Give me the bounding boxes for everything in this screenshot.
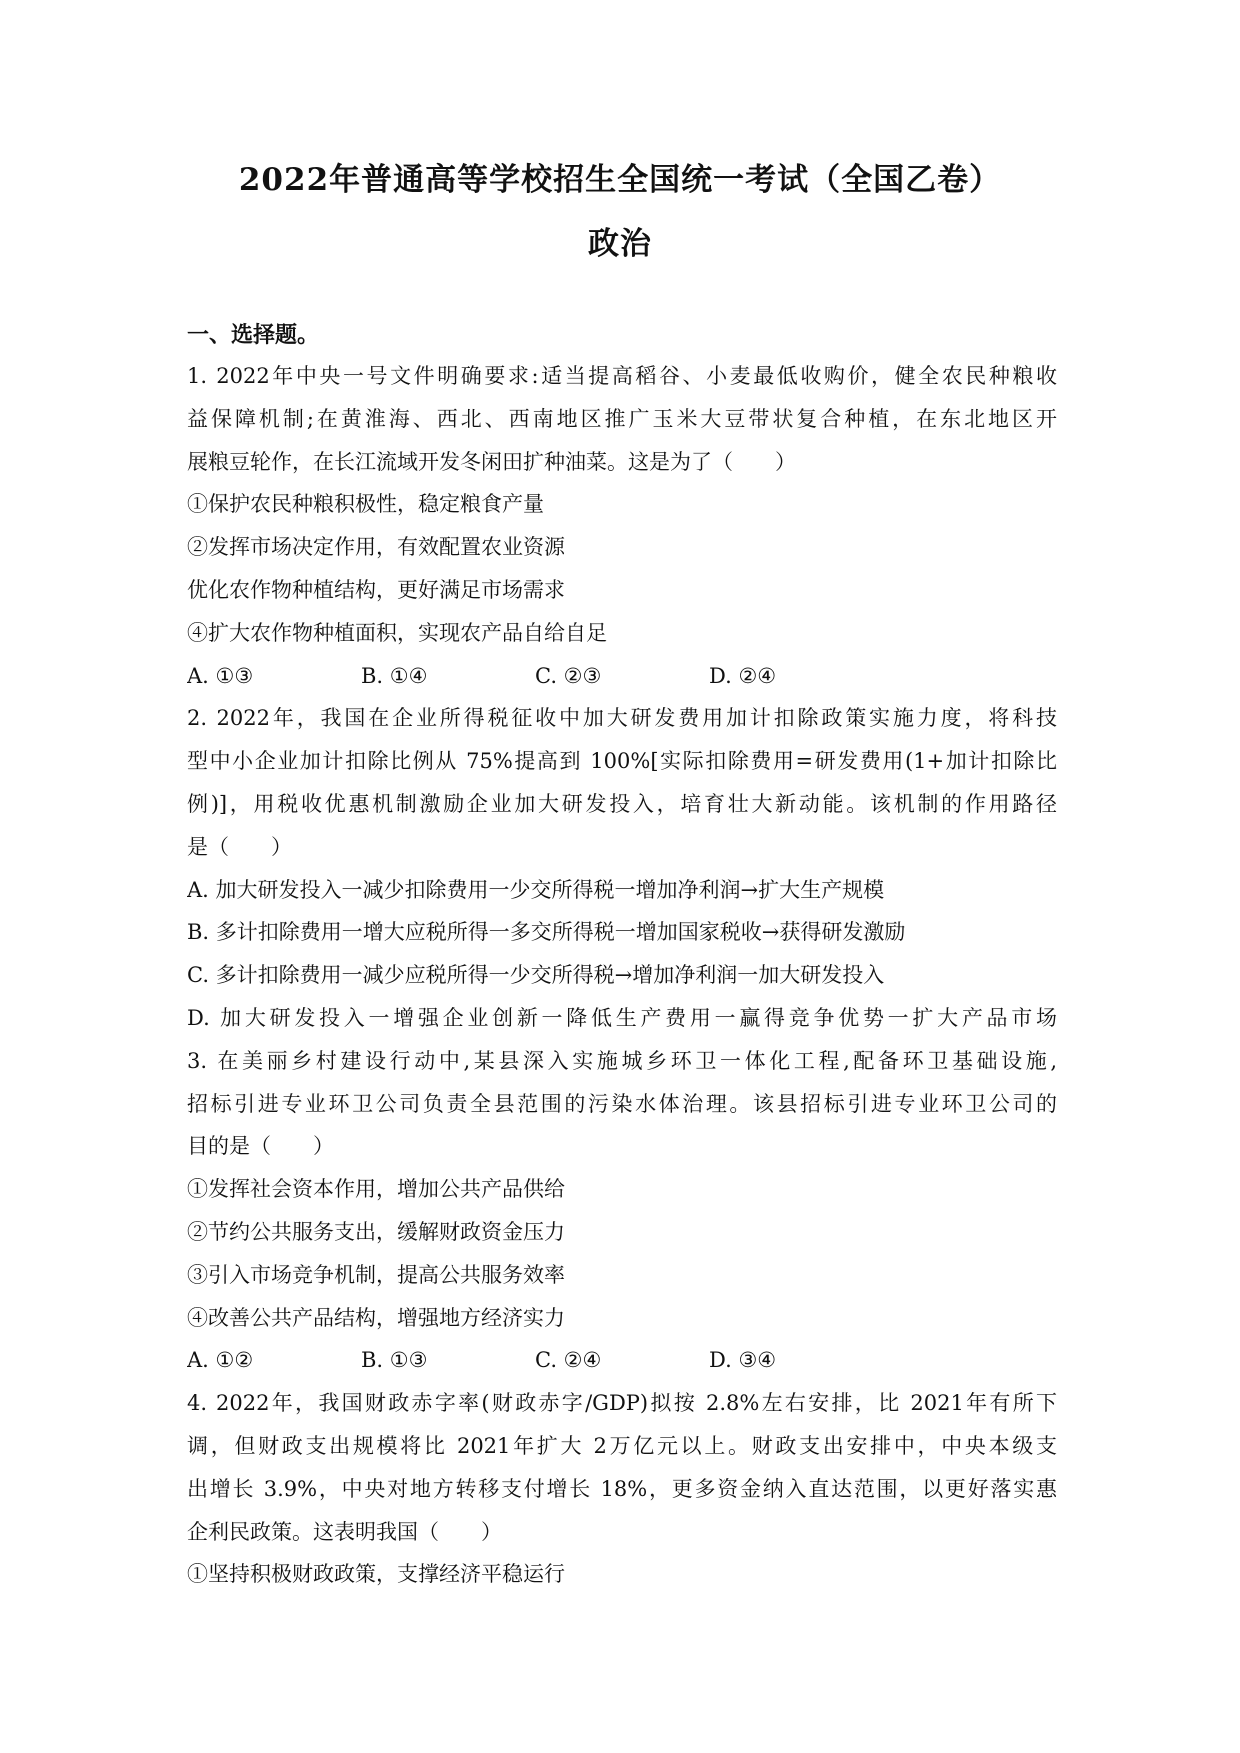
text-line: 招标引进专业环卫公司负责全县范围的污染水体治理。该县招标引进专业环卫公司的 bbox=[187, 1091, 1057, 1116]
answer-option: A. ①② bbox=[187, 1348, 254, 1373]
text-line: ②节约公共服务支出，缓解财政资金压力 bbox=[187, 1219, 565, 1244]
subject-title: 政治 bbox=[588, 226, 652, 262]
text-line: 2. 2022年，我国在企业所得税征收中加大研发费用加计扣除政策实施力度，将科技 bbox=[187, 706, 1057, 731]
text-line: C. 多计扣除费用一减少应税所得一少交所得税→增加净利润一加大研发投入 bbox=[187, 963, 885, 988]
question-content bbox=[187, 355, 1057, 1596]
text-line: 1. 2022年中央一号文件明确要求:适当提高稻谷、小麦最低收购价，健全农民种粮收 bbox=[187, 364, 1057, 388]
text-line: ③引入市场竞争机制，提高公共服务效率 bbox=[187, 1262, 565, 1287]
text-line: 出增长 3.9%，中央对地方转移支付增长 18%，更多资金纳入直达范围，以更好落实惠 bbox=[187, 1476, 1057, 1501]
answer-option: A. ①③ bbox=[187, 663, 254, 688]
answer-option: B. ①③ bbox=[361, 1348, 428, 1373]
answer-option: D. ③④ bbox=[709, 1348, 777, 1373]
text-line: ①坚持积极财政政策，支撑经济平稳运行 bbox=[187, 1562, 565, 1587]
text-line: ①保护农民种粮积极性，稳定粮食产量 bbox=[187, 492, 544, 517]
text-line: D. 加大研发投入一增强企业创新一降低生产费用一赢得竞争优势一扩大产品市场 bbox=[187, 1005, 1057, 1030]
text-line: 优化农作物种植结构，更好满足市场需求 bbox=[187, 577, 565, 602]
text-line: B. 多计扣除费用一增大应税所得一多交所得税一增加国家税收→获得研发激励 bbox=[187, 920, 906, 945]
answer-option: B. ①④ bbox=[361, 663, 428, 688]
exam-title: 2022年普通高等学校招生全国统一考试（全国乙卷） bbox=[238, 162, 1002, 198]
section-heading: 一、选择题。 bbox=[187, 322, 320, 348]
text-line: 调，但财政支出规模将比 2021年扩大 2万亿元以上。财政支出安排中，中央本级支 bbox=[187, 1433, 1057, 1458]
text-line: 益保障机制;在黄淮海、西北、西南地区推广玉米大豆带状复合种植，在东北地区开 bbox=[187, 406, 1057, 431]
text-line: ④扩大农作物种植面积，实现农产品自给自足 bbox=[187, 620, 607, 645]
text-line: 型中小企业加计扣除比例从 75%提高到 100%[实际扣除费用=研发费用(1+加计扣除比 bbox=[187, 749, 1057, 774]
text-line: 企利民政策。这表明我国（ ） bbox=[187, 1519, 502, 1544]
text-line: 展粮豆轮作，在长江流域开发冬闲田扩种油菜。这是为了（ ） bbox=[187, 449, 796, 474]
answer-options bbox=[187, 1339, 1057, 1382]
text-line: ①发挥社会资本作用，增加公共产品供给 bbox=[187, 1177, 565, 1202]
answer-option: C. ②④ bbox=[535, 1348, 602, 1373]
text-line: 4. 2022年，我国财政赤字率(财政赤字/GDP)拟按 2.8%左右安排，比 2021年有所下 bbox=[187, 1391, 1057, 1416]
text-line: 是（ ） bbox=[187, 834, 292, 859]
text-line: 3. 在美丽乡村建设行动中,某县深入实施城乡环卫一体化工程,配备环卫基础设施, bbox=[187, 1048, 1057, 1073]
text-line: ②发挥市场决定作用，有效配置农业资源 bbox=[187, 535, 565, 560]
text-line: 例)]，用税收优惠机制激励企业加大研发投入，培育壮大新动能。该机制的作用路径 bbox=[187, 791, 1057, 816]
text-line: ④改善公共产品结构，增强地方经济实力 bbox=[187, 1305, 565, 1330]
answer-option: D. ②④ bbox=[709, 663, 777, 688]
answer-option: C. ②③ bbox=[535, 663, 602, 688]
text-line: A. 加大研发投入一减少扣除费用一少交所得税一增加净利润→扩大生产规模 bbox=[187, 877, 885, 902]
text-line: 目的是（ ） bbox=[187, 1134, 334, 1159]
answer-options bbox=[187, 655, 1057, 698]
